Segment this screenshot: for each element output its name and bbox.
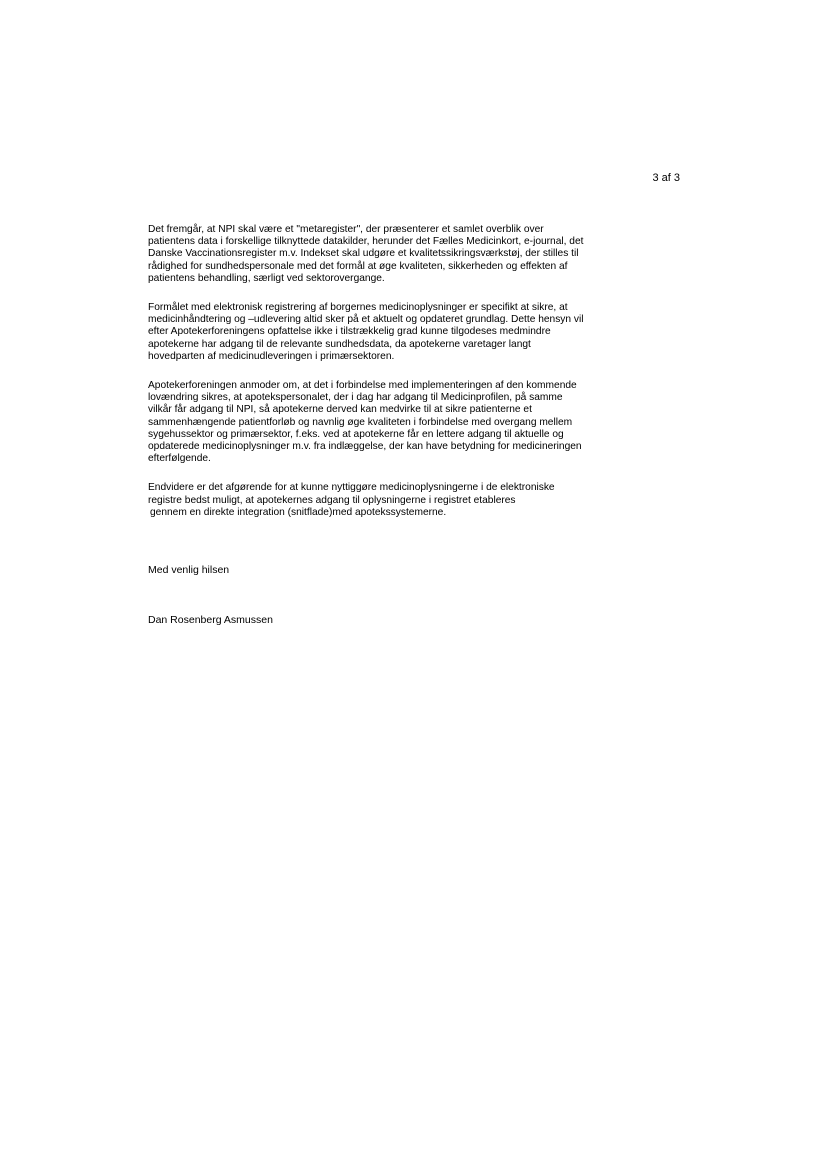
text-line: Danske Vaccinationsregister m.v. Indekset skal udgøre et kvalitetssikringsværkstøj, der stilles til <box>148 248 579 260</box>
text-line: efter Apotekerforeningens opfattelse ikke i tilstrækkelig grad kunne tilgodeses medmindre <box>148 326 551 338</box>
text-line: medicinhåndtering og –udlevering altid sker på et aktuelt og opdateret grundlag. Dette hensyn vil <box>148 314 584 326</box>
text-line: Det fremgår, at NPI skal være et "metaregister", der præsenterer et samlet overblik over <box>148 224 544 235</box>
text-line: sammenhængende patientforløb og navnlig øge kvaliteten i forbindelse med overgang mellem <box>148 416 573 428</box>
text-line: rådighed for sundhedspersonale med det formål at øge kvaliteten, sikkerheden og effekten af <box>148 260 568 272</box>
text-line: vilkår får adgang til NPI, så apotekerne derved kan medvirke til at sikre patienterne et <box>148 404 532 416</box>
text-line: patientens data i forskellige tilknyttede datakilder, herunder det Fælles Medicinkort, e-journal, det <box>148 236 584 248</box>
text-line: Formålet med elektronisk registrering af borgernes medicinoplysninger er specifikt at sikre, at <box>148 302 568 314</box>
text-line: sygehussektor og primærsektor, f.eks. ved at apotekerne får en lettere adgang til aktuelle og <box>148 428 564 440</box>
paragraph-integration <box>148 482 708 519</box>
text-line: efterfølgende. <box>148 453 211 465</box>
text-line: opdaterede medicinoplysninger m.v. fra indlæggelse, der kan have betydning for medicineringen <box>148 441 582 453</box>
page-number: 3 af 3 <box>652 172 680 184</box>
text-line: hovedparten af medicinudleveringen i primærsektoren. <box>148 350 395 362</box>
paragraph-request <box>148 380 708 465</box>
closing-salutation: Med venlig hilsen <box>148 564 230 576</box>
text-line: patientens behandling, særligt ved sektorovergange. <box>148 272 385 284</box>
text-line: gennem en direkte integration (snitflade)med apotekssystemerne. <box>150 506 447 518</box>
text-line: lovændring sikres, at apotekspersonalet, der i dag har adgang til Medicinprofilen, på samme <box>148 392 563 404</box>
paragraph-npi-metaregister <box>148 224 708 285</box>
signature-name: Dan Rosenberg Asmussen <box>148 614 273 626</box>
paragraph-purpose <box>148 302 708 363</box>
letter-body <box>148 224 708 536</box>
text-line: Endvidere er det afgørende for at kunne nyttiggøre medicinoplysningerne i de elektroniske <box>148 482 555 494</box>
text-line: apotekerne har adgang til de relevante sundhedsdata, da apotekerne varetager langt <box>148 338 531 350</box>
text-line: Apotekerforeningen anmoder om, at det i forbindelse med implementeringen af den kommende <box>148 380 577 392</box>
text-line: registre bedst muligt, at apotekernes adgang til oplysningerne i registret etableres <box>148 494 516 506</box>
